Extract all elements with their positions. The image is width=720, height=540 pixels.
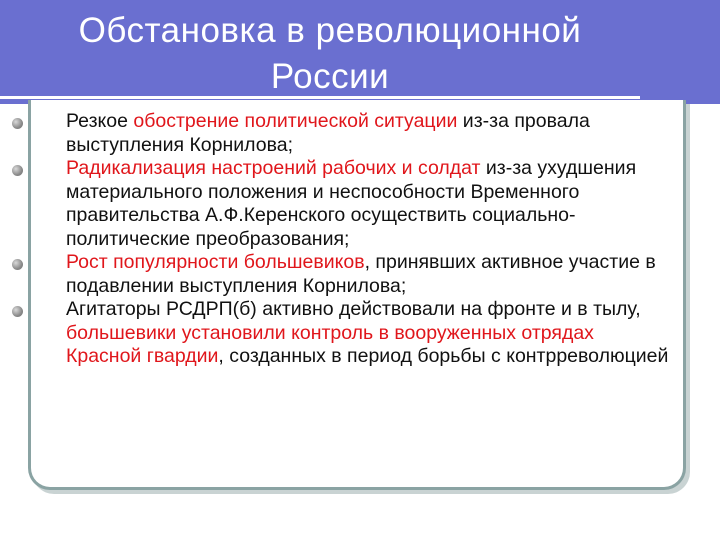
bullet-item	[10, 110, 672, 157]
bullet-text-highlight: Рост популярности большевиков	[66, 251, 365, 273]
bullet-text-highlight: обострение политической ситуации	[133, 110, 458, 132]
bullet-dot-icon	[12, 259, 23, 270]
bullet-text	[66, 157, 636, 250]
bullet-text-highlight: Радикализация настроений рабочих и солдат	[66, 157, 481, 179]
bullet-dot-icon	[12, 306, 23, 317]
slide-title-line-2: России	[270, 57, 390, 96]
bullet-item	[10, 157, 672, 251]
bullet-text	[66, 110, 590, 156]
bullet-text-highlight: большевики установили контроль в вооруженных отрядах Красной гвардии	[66, 321, 594, 367]
bullet-text-plain: , принявших активное участие в подавлении выступления Корнилова;	[66, 251, 656, 297]
bullet-item	[10, 251, 672, 298]
slide-title-line-1: Обстановка в революционной	[78, 11, 582, 50]
bullet-dot-icon	[12, 165, 23, 176]
bullet-text	[66, 298, 668, 367]
bullet-text-plain: Резкое	[66, 110, 134, 132]
bullet-dot-icon	[12, 118, 23, 129]
bullet-text-plain: из-за провала выступления Корнилова;	[66, 110, 590, 156]
bullet-text-plain: , созданных в период борьбы с контрреволюцией	[218, 345, 669, 367]
bullet-text-plain: из-за ухудшения материального положения и неспособности Временного правительства А.Ф.Керенского осуществить социально-политические преобразования;	[66, 157, 637, 250]
bullet-item	[10, 298, 672, 369]
bullet-text	[66, 251, 656, 297]
title-bar-extension	[640, 12, 720, 104]
bullet-text-plain: Агитаторы РСДРП(б) активно действовали на фронте и в тылу,	[66, 298, 641, 320]
slide-title	[40, 8, 620, 100]
bullet-list	[10, 110, 672, 369]
